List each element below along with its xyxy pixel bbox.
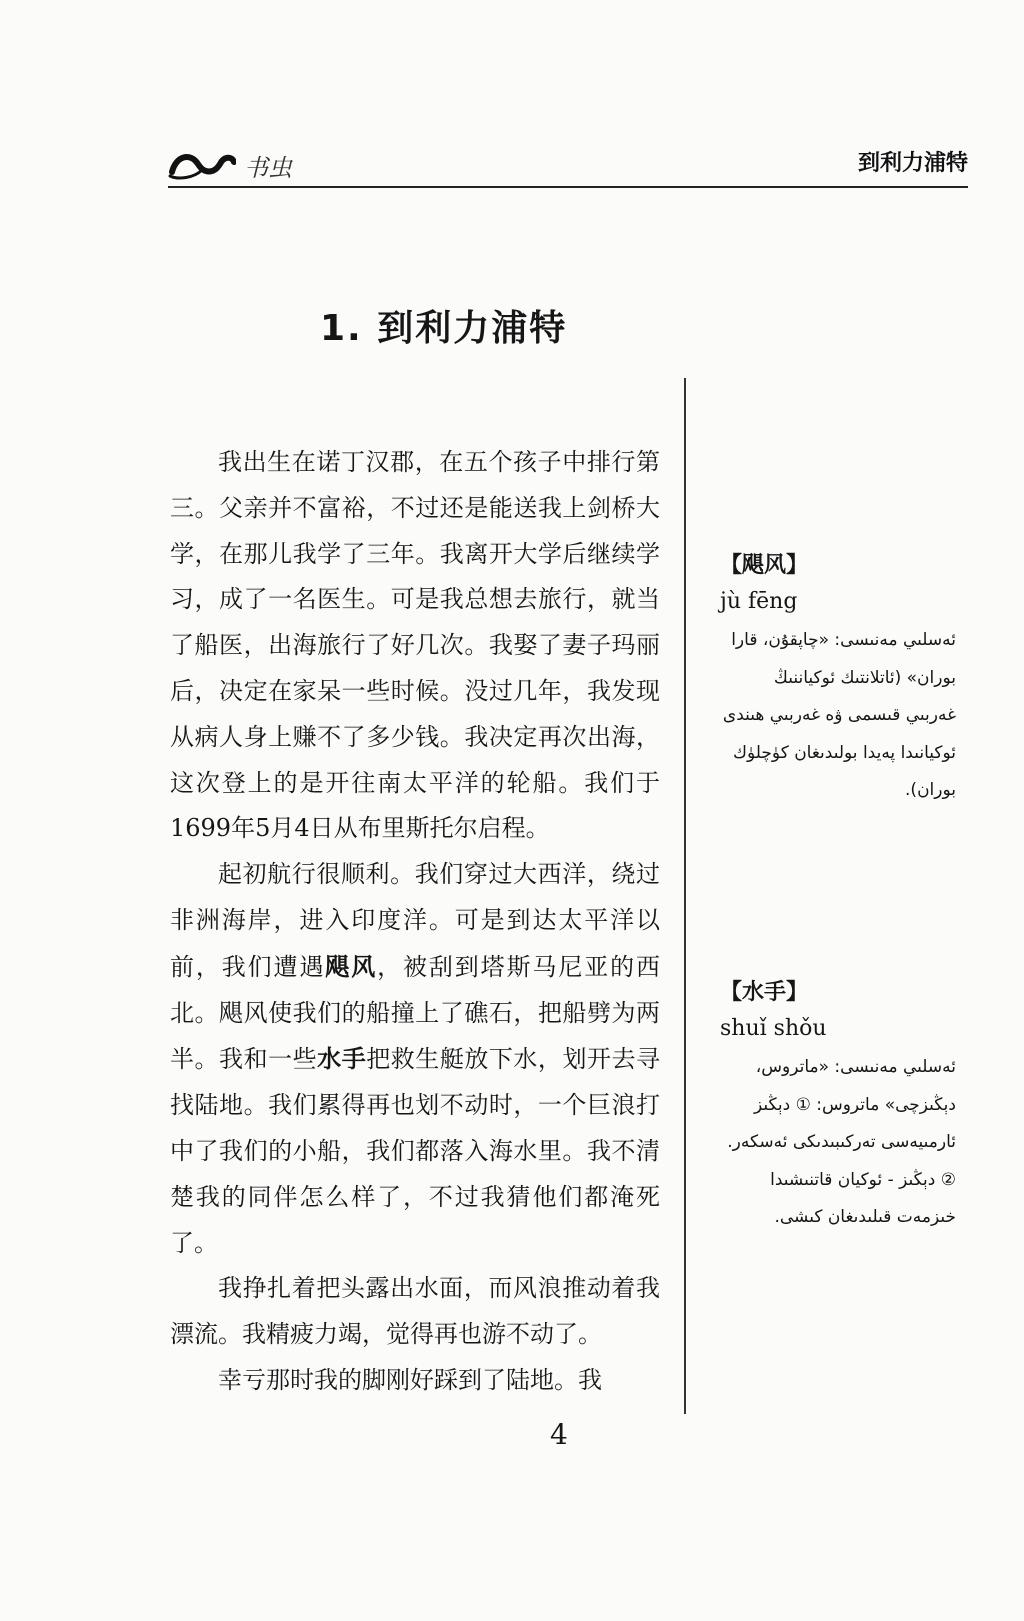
page-number: 4 bbox=[550, 1418, 568, 1451]
glossary-pinyin: jù fēng bbox=[720, 589, 798, 614]
glossed-term-sailor: 水手 bbox=[317, 1044, 367, 1074]
series-logo-icon bbox=[168, 146, 236, 180]
glossary-term: 【飓风】 bbox=[720, 553, 809, 578]
column-divider bbox=[684, 378, 686, 1414]
paragraph-3: 我挣扎着把头露出水面，而风浪推动着我漂流。我精疲力竭，觉得再也游不动了。 bbox=[170, 1274, 660, 1349]
chapter-title: 1. 到利力浦特 bbox=[320, 308, 568, 349]
glossary-entry-sailor bbox=[720, 975, 956, 1237]
glossary-entry-hurricane bbox=[720, 548, 956, 810]
glossary-term: 【水手】 bbox=[720, 980, 809, 1005]
paragraph-2 bbox=[170, 852, 660, 1266]
paragraph-2-part-2: ，被刮到塔斯马尼亚的西北。飓风使我们的船撞上了礁石，把船劈为两半。我和一些 bbox=[170, 952, 661, 1074]
series-name: 书虫 bbox=[244, 154, 292, 182]
paragraph-2-part-3: 把救生艇放下水，划开去寻找陆地。我们累得再也划不动时，一个巨浪打中了我们的小船，我们都落入海水里。我不清楚我的同伴怎么样了，不过我猜他们都淹死了。 bbox=[170, 1045, 661, 1257]
paragraph-1: 我出生在诺丁汉郡，在五个孩子中排行第三。父亲并不富裕，不过还是能送我上剑桥大学，在那儿我学了三年。我离开大学后继续学习，成了一名医生。可是我总想去旅行，就当了船医，出海旅行了好几次。我娶了妻子玛丽后，决定在家呆一些时候。没过几年，我发现从病人身上赚不了多少钱。我决定再次出海，这次登上的是开往南太平洋的轮船。我们于1699年5月4日从布里斯托尔启程。 bbox=[170, 448, 660, 843]
main-text bbox=[170, 440, 660, 1404]
paragraph-4: 幸亏那时我的脚刚好踩到了陆地。我 bbox=[218, 1365, 602, 1394]
paragraph-2-part-1: 起初航行很顺利。我们穿过大西洋，绕过非洲海岸，进入印度洋。可是到达太平洋以前，我们遭遇 bbox=[170, 860, 660, 981]
header-rule bbox=[168, 186, 968, 188]
glossary-definition: ئەسلىي مەنىسى: «چاپقۇن، قارا بوران» (ئاتلانتىك ئوكياننىڭ غەربىي قىسمى ۋە غەربىي ھىندى ئوكيانىدا پەيدا بولىدىغان كۈچلۈك بوران). bbox=[722, 630, 956, 800]
glossed-term-hurricane: 飓风 bbox=[325, 951, 378, 981]
glossary-pinyin: shuǐ shǒu bbox=[720, 1016, 827, 1041]
glossary-definition: ئەسلىي مەنىسى: «ماتروس، دېڭىزچى» ماتروس: ① دېڭىز ئارمىيەسى تەركىبىدىكى ئەسكەر. ② دېڭىز - ئوكيان قاتنىشىدا خىزمەت قىلىدىغان كىشى. bbox=[727, 1057, 956, 1227]
running-title: 到利力浦特 bbox=[857, 151, 968, 176]
page-header bbox=[168, 138, 968, 192]
